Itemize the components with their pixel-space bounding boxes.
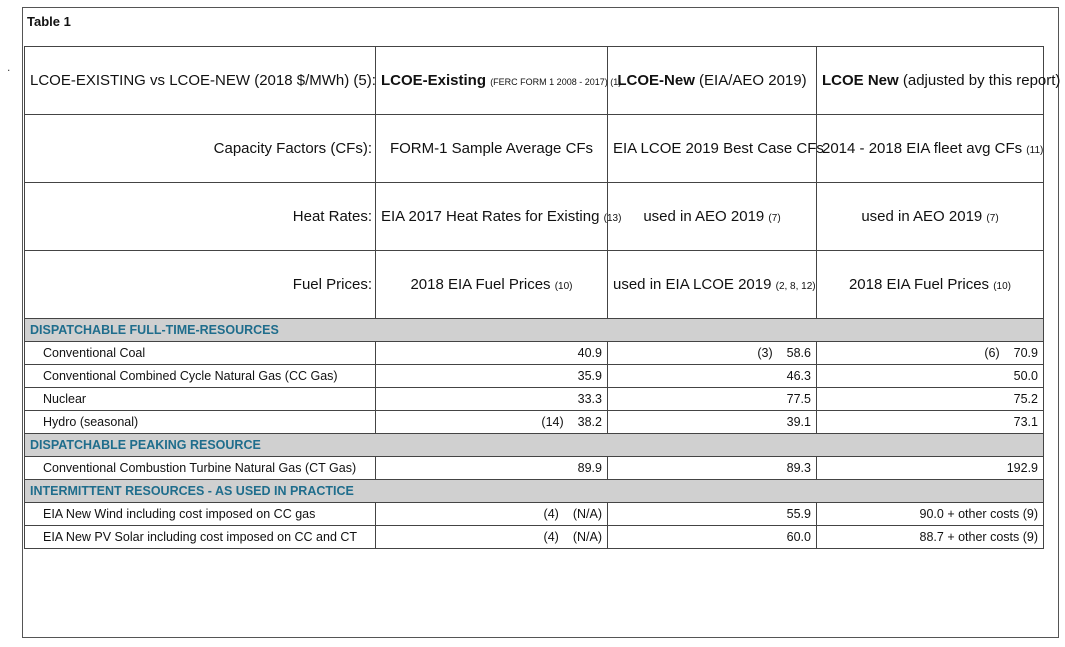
header-row-capacity-factors [25,115,1044,183]
footnote-ref: (6) [984,346,1000,360]
table-row [25,365,1044,388]
value-lcoe-existing [376,342,608,365]
footnote-ref: (3) [757,346,773,360]
header-lcoe-new-adjusted [817,47,1061,115]
hr-new-adjusted-text: used in AEO 2019 [861,208,987,225]
cell-value: (N/A) [572,507,602,521]
lcoe-table [24,46,1061,549]
section-header [25,319,1044,342]
header-label-fuel-prices: Fuel Prices: [25,251,376,319]
cf-existing: FORM-1 Sample Average CFs [376,115,608,183]
cell-value: 89.9 [577,461,602,475]
hr-existing [376,183,622,251]
cell-value: 60.0 [786,530,811,544]
fp-new-text: used in EIA LCOE 2019 [613,276,776,293]
table-row [25,457,1044,480]
hr-new [608,183,817,251]
cell-value: 88.7 + other costs (9) [919,530,1038,544]
cell-value: 40.9 [577,346,602,360]
hr-existing-note: (13) [603,213,622,224]
fp-new [608,251,817,319]
table-row [25,411,1044,434]
cell-value: 46.3 [786,369,811,383]
value-lcoe-new-adjusted [817,388,1044,411]
fp-new-adjusted-text: 2018 EIA Fuel Prices [848,276,994,293]
fp-new-note: (2, 8, 12) [775,281,816,292]
cell-value: 73.1 [1013,415,1038,429]
table-row [25,342,1044,365]
value-lcoe-new [608,503,817,526]
row-label: Conventional Coal [25,342,376,365]
cell-value: 89.3 [786,461,811,475]
cell-value: 50.0 [1013,369,1038,383]
footnote-ref: (14) [541,415,564,429]
cell-value: 38.2 [577,415,602,429]
value-lcoe-new-adjusted [817,457,1044,480]
fp-existing [376,251,608,319]
hr-new-adjusted [817,183,1044,251]
cell-value: 33.3 [577,392,602,406]
section-title: INTERMITTENT RESOURCES - AS USED IN PRACTICE [25,480,1044,503]
section-header [25,434,1044,457]
hr-new-text: used in AEO 2019 [643,208,769,225]
fp-new-adjusted-note: (10) [993,281,1012,292]
cell-value: 39.1 [786,415,811,429]
cell-value: 70.9 [1013,346,1038,360]
cf-new: EIA LCOE 2019 Best Case CFs [608,115,817,183]
cf-new-adjusted [817,115,1044,183]
value-lcoe-new-adjusted [817,503,1044,526]
lcoe-existing-source: (FERC FORM 1 2008 - 2017) (1) [490,77,622,87]
cf-new-adjusted-note: (11) [1026,145,1044,156]
row-label: EIA New Wind including cost imposed on CC gas [25,503,376,526]
hr-new-adjusted-note: (7) [986,213,999,224]
value-lcoe-new-adjusted [817,526,1044,549]
lcoe-new-title: LCOE-New [617,72,695,89]
header-label-capacity-factors: Capacity Factors (CFs): [25,115,376,183]
row-label: EIA New PV Solar including cost imposed on CC and CT [25,526,376,549]
lcoe-new-adjusted-source: (adjusted by this report) [898,72,1061,89]
value-lcoe-new [608,457,817,480]
header-label-heat-rates: Heat Rates: [25,183,376,251]
cell-value: 35.9 [577,369,602,383]
value-lcoe-new-adjusted [817,365,1044,388]
table-row [25,388,1044,411]
lcoe-new-source: (EIA/AEO 2019) [694,72,807,89]
value-lcoe-existing [376,526,608,549]
hr-existing-text: EIA 2017 Heat Rates for Existing [381,208,604,225]
value-lcoe-new-adjusted [817,411,1044,434]
fp-existing-text: 2018 EIA Fuel Prices [410,276,555,293]
lcoe-existing-title: LCOE-Existing [381,72,487,89]
fp-existing-note: (10) [554,281,573,292]
margin-mark: . [7,60,11,74]
value-lcoe-new-adjusted [817,342,1044,365]
value-lcoe-existing [376,411,608,434]
table-title: Table 1 [27,14,71,29]
row-label: Conventional Combustion Turbine Natural Gas (CT Gas) [25,457,376,480]
header-row-fuel-prices [25,251,1044,319]
row-label: Hydro (seasonal) [25,411,376,434]
section-title: DISPATCHABLE FULL-TIME-RESOURCES [25,319,1044,342]
footnote-ref: (4) [543,507,559,521]
hr-new-note: (7) [768,213,781,224]
header-label-lcoe: LCOE-EXISTING vs LCOE-NEW (2018 $/MWh) (5): [25,47,376,115]
footnote-ref: (4) [543,530,559,544]
value-lcoe-new [608,526,817,549]
value-lcoe-new [608,365,817,388]
value-lcoe-new [608,388,817,411]
lcoe-new-adjusted-title: LCOE New [822,72,899,89]
cell-value: 192.9 [1006,461,1038,475]
cell-value: 58.6 [786,346,811,360]
value-lcoe-new [608,342,817,365]
value-lcoe-existing [376,365,608,388]
row-label: Conventional Combined Cycle Natural Gas (CC Gas) [25,365,376,388]
cell-value: 55.9 [786,507,811,521]
cell-value: 75.2 [1013,392,1038,406]
value-lcoe-new [608,411,817,434]
cell-value: 77.5 [786,392,811,406]
value-lcoe-existing [376,457,608,480]
cell-value: (N/A) [572,530,602,544]
header-lcoe-existing [376,47,622,115]
value-lcoe-existing [376,503,608,526]
cf-new-adjusted-text: 2014 - 2018 EIA fleet avg CFs [822,140,1027,157]
row-label: Nuclear [25,388,376,411]
table-row [25,503,1044,526]
table-row [25,526,1044,549]
header-row-heat-rates [25,183,1044,251]
header-row-title [25,47,1044,115]
section-title: DISPATCHABLE PEAKING RESOURCE [25,434,1044,457]
section-header [25,480,1044,503]
value-lcoe-existing [376,388,608,411]
header-lcoe-new [608,47,817,115]
fp-new-adjusted [817,251,1044,319]
cell-value: 90.0 + other costs (9) [919,507,1038,521]
